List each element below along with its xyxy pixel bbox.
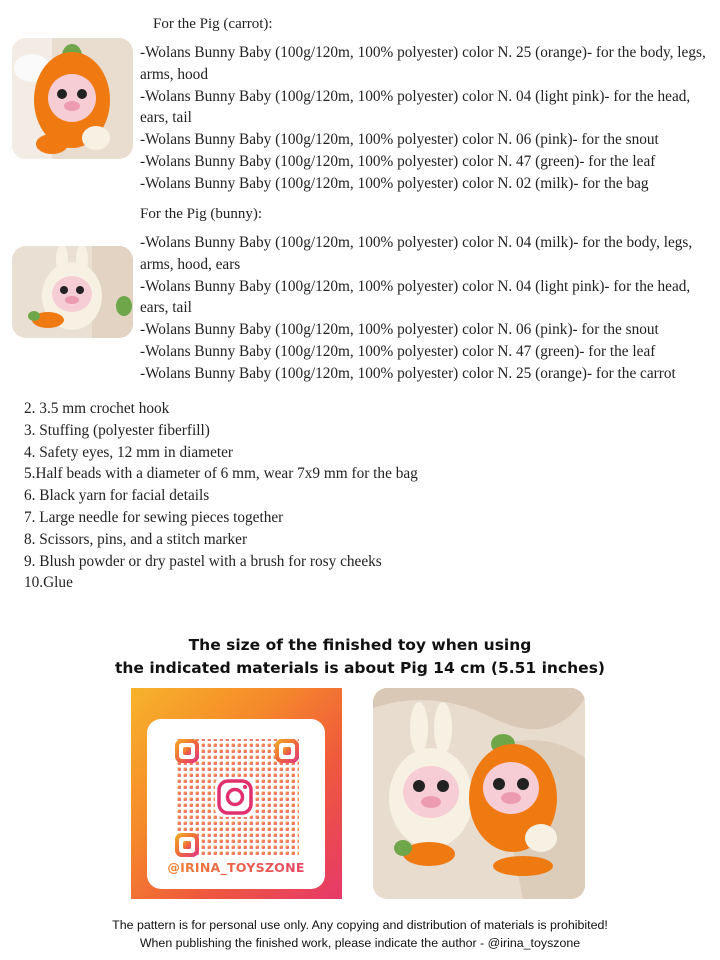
size-note-line-2: the indicated materials is about Pig 14 cm (5.51 inches) bbox=[114, 659, 605, 677]
copyright-footer bbox=[0, 916, 720, 952]
material-line: -Wolans Bunny Baby (100g/120m, 100% polyester) color N. 25 (orange)- for the carrot bbox=[140, 364, 676, 382]
pig-carrot-photo bbox=[12, 38, 133, 159]
material-line: -Wolans Bunny Baby (100g/120m, 100% polyester) color N. 04 (milk)- for the body, legs, arms, hood, ears bbox=[140, 234, 693, 273]
material-line: -Wolans Bunny Baby (100g/120m, 100% polyester) color N. 04 (light pink)- for the head, ears, tail bbox=[140, 87, 691, 127]
list-item: 3. Stuffing (polyester fiberfill) bbox=[24, 421, 210, 439]
size-note bbox=[0, 634, 720, 680]
material-line: -Wolans Bunny Baby (100g/120m, 100% polyester) color N. 25 (orange)- for the body, legs, arms, hood bbox=[140, 44, 706, 83]
tools-list bbox=[24, 398, 624, 594]
list-item: 10.Glue bbox=[24, 574, 73, 592]
pig-bunny-photo bbox=[12, 246, 133, 338]
material-line: -Wolans Bunny Baby (100g/120m, 100% polyester) color N. 04 (light pink)- for the head, ears, tail bbox=[140, 277, 691, 317]
pig-carrot-title: For the Pig (carrot): bbox=[153, 16, 273, 32]
list-item: 6. Black yarn for facial details bbox=[24, 487, 210, 505]
instagram-handle: @IRINA_TOYSZONE bbox=[147, 860, 325, 875]
footer-line-2: When publishing the finished work, please indicate the author - @irina_toyszone bbox=[139, 936, 581, 950]
list-item: 9. Blush powder or dry pastel with a brush for rosy cheeks bbox=[24, 552, 382, 570]
material-line: -Wolans Bunny Baby (100g/120m, 100% polyester) color N. 47 (green)- for the leaf bbox=[140, 152, 656, 170]
material-line: -Wolans Bunny Baby (100g/120m, 100% polyester) color N. 47 (green)- for the leaf bbox=[140, 342, 656, 360]
qr-code-icon bbox=[147, 719, 325, 869]
list-item: 2. 3.5 mm crochet hook bbox=[24, 400, 170, 417]
material-line: -Wolans Bunny Baby (100g/120m, 100% polyester) color N. 06 (pink)- for the snout bbox=[140, 321, 659, 339]
pig-carrot-materials bbox=[140, 42, 712, 195]
pig-bunny-title: For the Pig (bunny): bbox=[140, 206, 263, 222]
list-item: 8. Scissors, pins, and a stitch marker bbox=[24, 530, 248, 548]
instagram-qr-panel bbox=[131, 688, 342, 899]
qr-card bbox=[147, 719, 325, 889]
finished-toys-photo bbox=[373, 688, 585, 899]
list-item: 4. Safety eyes, 12 mm in diameter bbox=[24, 443, 234, 461]
material-line: -Wolans Bunny Baby (100g/120m, 100% polyester) color N. 02 (milk)- for the bag bbox=[140, 174, 649, 192]
pig-bunny-materials bbox=[140, 232, 712, 385]
footer-line-1: The pattern is for personal use only. Any copying and distribution of materials is prohibited! bbox=[112, 918, 608, 932]
list-item: 5.Half beads with a diameter of 6 mm, wear 7x9 mm for the bag bbox=[24, 465, 418, 483]
list-item: 7. Large needle for sewing pieces together bbox=[24, 508, 284, 526]
size-note-line-1: The size of the finished toy when using bbox=[188, 636, 532, 654]
material-line: -Wolans Bunny Baby (100g/120m, 100% polyester) color N. 06 (pink)- for the snout bbox=[140, 131, 659, 149]
